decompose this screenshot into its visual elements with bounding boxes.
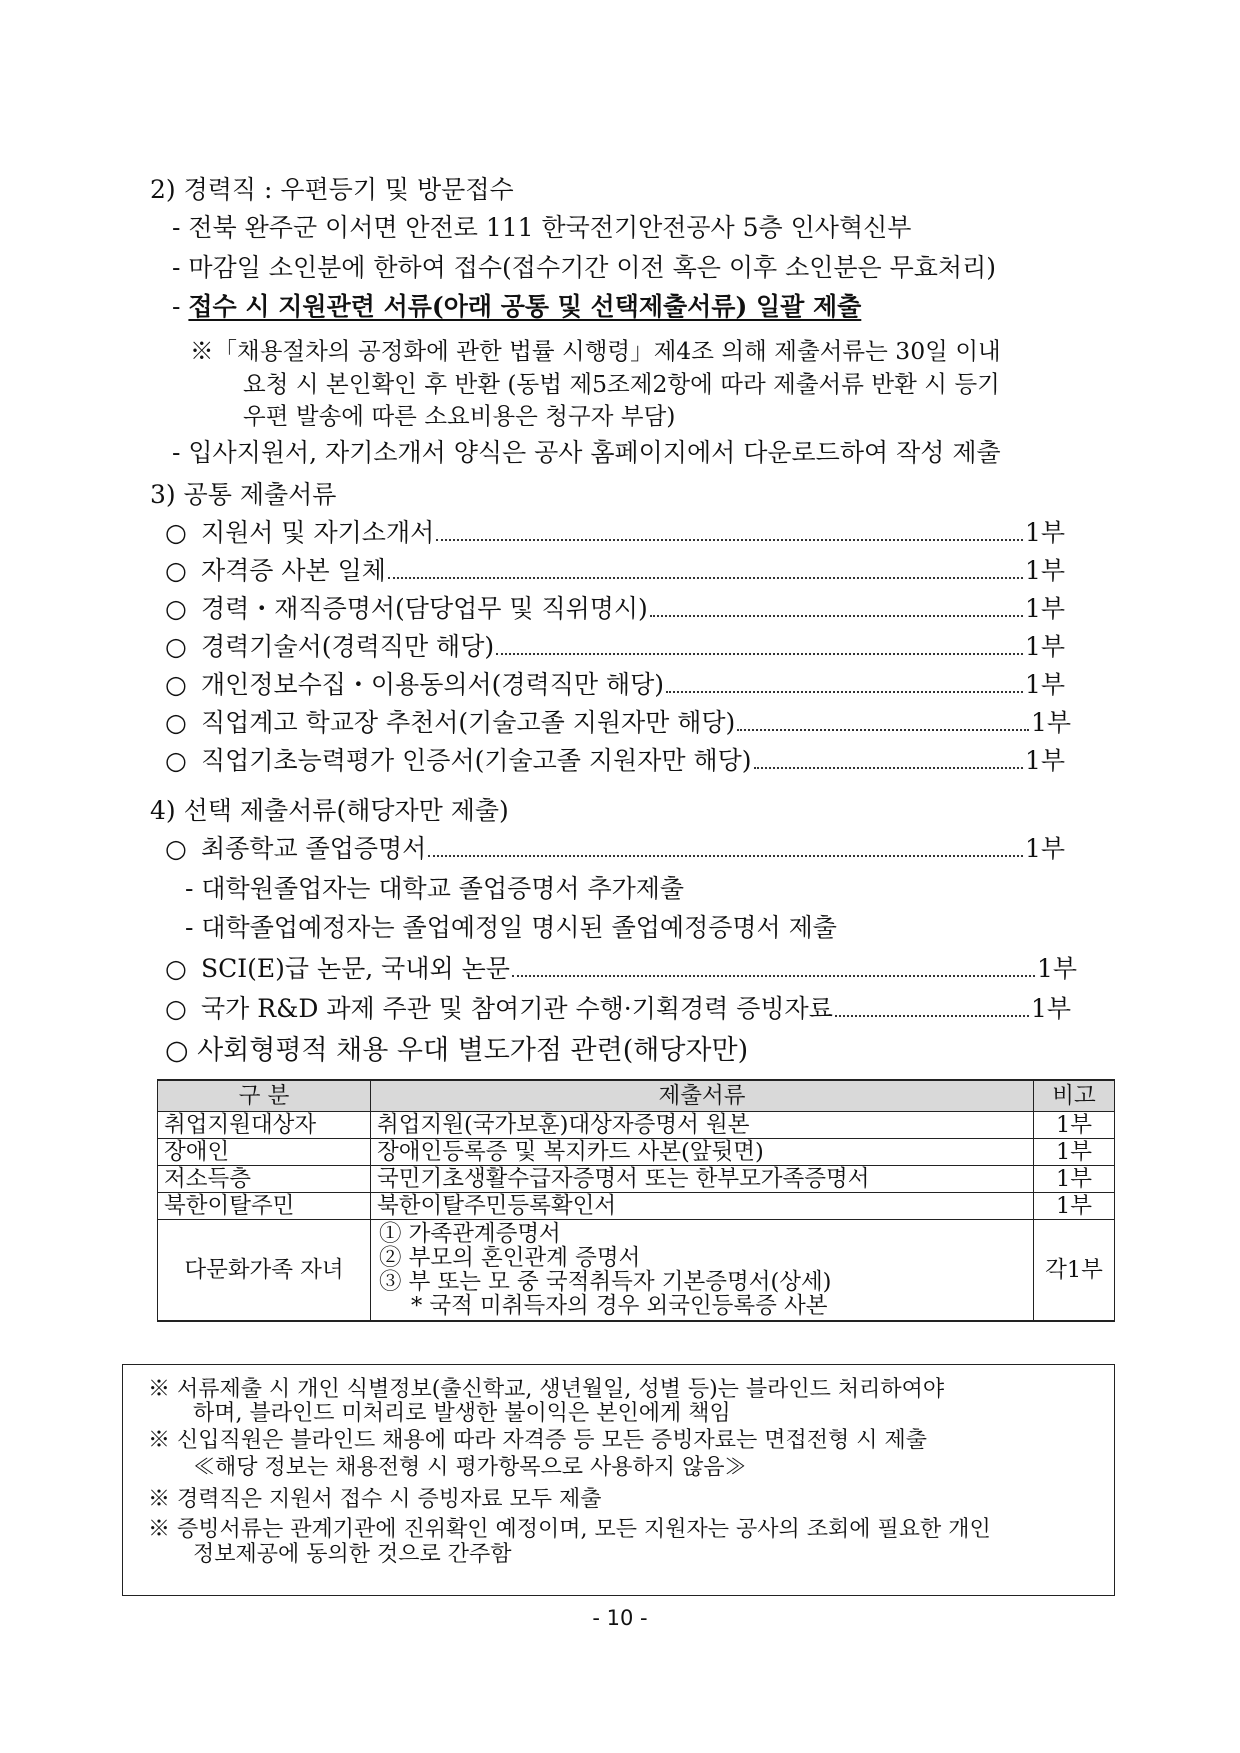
optional-doc-label: SCI(E)급 논문, 국내외 논문 bbox=[201, 954, 510, 983]
common-doc-item bbox=[165, 746, 1065, 776]
social-equity-heading: ○ 사회형평적 채용 우대 별도가점 관련(해당자만) bbox=[165, 1035, 749, 1066]
header-note: 비고 bbox=[1034, 1080, 1115, 1112]
common-doc-label: 자격증 사본 일체 bbox=[201, 556, 386, 585]
dotted-leader bbox=[835, 1015, 1029, 1017]
note-line-3: 우편 발송에 따른 소요비용은 청구자 부담) bbox=[243, 402, 676, 430]
optional-doc-item bbox=[165, 834, 1065, 864]
table-header-row bbox=[158, 1080, 1115, 1112]
optional-doc-item bbox=[165, 994, 1071, 1024]
row-note: 1부 bbox=[1034, 1139, 1115, 1166]
optional-doc-count: 1부 bbox=[1024, 834, 1065, 863]
section-2-heading: 2) 경력직 : 우편등기 및 방문접수 bbox=[150, 175, 514, 204]
bold-submission-line bbox=[172, 292, 861, 322]
row-category: 다문화가족 자녀 bbox=[158, 1220, 371, 1322]
circle-bullet-icon: ○ bbox=[165, 954, 187, 983]
bold-dash: - bbox=[172, 292, 181, 321]
notice-line: 하며, 블라인드 미처리로 발생한 불이익은 본인에게 책임 bbox=[193, 1401, 731, 1426]
page-number: - 10 - bbox=[592, 1606, 648, 1630]
notice-line: ※ 증빙서류는 관계기관에 진위확인 예정이며, 모든 지원자는 공사의 조회에 필요한 개인 bbox=[148, 1517, 991, 1542]
social-equity-table bbox=[157, 1079, 1115, 1322]
header-category: 구 분 bbox=[158, 1080, 371, 1112]
table-row bbox=[158, 1166, 1115, 1193]
notice-line: ≪해당 정보는 채용전형 시 평가항목으로 사용하지 않음≫ bbox=[193, 1455, 747, 1480]
doc-list-item: ② 부모의 혼인관계 증명서 bbox=[379, 1245, 641, 1271]
common-doc-label: 경력・재직증명서(담당업무 및 직위명시) bbox=[201, 594, 648, 623]
circle-bullet-icon: ○ bbox=[165, 746, 187, 775]
row-note: 1부 bbox=[1034, 1112, 1115, 1139]
row-category: 저소득층 bbox=[158, 1166, 371, 1193]
circle-bullet-icon: ○ bbox=[165, 708, 187, 737]
section-3-heading: 3) 공통 제출서류 bbox=[150, 480, 337, 509]
dotted-leader bbox=[428, 855, 1023, 857]
row-note: 각1부 bbox=[1034, 1220, 1115, 1322]
form-download-line: - 입사지원서, 자기소개서 양식은 공사 홈페이지에서 다운로드하여 작성 제출 bbox=[172, 438, 1001, 467]
optional-doc-label: 국가 R&D 과제 주관 및 참여기관 수행·기획경력 증빙자료 bbox=[201, 994, 833, 1023]
notice-line: ※ 경력직은 지원서 접수 시 증빙자료 모두 제출 bbox=[148, 1487, 602, 1512]
common-doc-label: 직업계고 학교장 추천서(기술고졸 지원자만 해당) bbox=[201, 708, 736, 737]
notice-line: ※ 서류제출 시 개인 식별정보(출신학교, 생년월일, 성별 등)는 블라인드 처리하여야 bbox=[148, 1377, 945, 1402]
section-4-heading: 4) 선택 제출서류(해당자만 제출) bbox=[150, 796, 509, 825]
common-doc-item bbox=[165, 556, 1065, 586]
dotted-leader bbox=[754, 767, 1023, 769]
circle-bullet-icon: ○ bbox=[165, 594, 187, 623]
optional-doc-item bbox=[165, 954, 1077, 984]
notice-line: ※ 신입직원은 블라인드 채용에 따라 자격증 등 모든 증빙자료는 면접전형 시 제출 bbox=[148, 1428, 927, 1453]
row-category: 장애인 bbox=[158, 1139, 371, 1166]
common-doc-item bbox=[165, 518, 1065, 548]
circle-bullet-icon: ○ bbox=[165, 632, 187, 661]
bold-submission-text: 접수 시 지원관련 서류(아래 공통 및 선택제출서류) 일괄 제출 bbox=[188, 292, 862, 321]
common-doc-label: 직업기초능력평가 인증서(기술고졸 지원자만 해당) bbox=[201, 746, 752, 775]
common-doc-count: 1부 bbox=[1024, 670, 1065, 699]
doc-list-footnote: * 국적 미취득자의 경우 외국인등록증 사본 bbox=[411, 1293, 828, 1319]
row-note: 1부 bbox=[1034, 1193, 1115, 1220]
doc-list-item: ① 가족관계증명서 bbox=[379, 1221, 561, 1247]
common-doc-label: 지원서 및 자기소개서 bbox=[201, 518, 435, 547]
dotted-leader bbox=[666, 691, 1023, 693]
dotted-leader bbox=[496, 653, 1023, 655]
common-doc-item bbox=[165, 708, 1071, 738]
note-line-2: 요청 시 본인확인 후 반환 (동법 제5조제2항에 따라 제출서류 반환 시 등기 bbox=[243, 370, 1000, 398]
dotted-leader bbox=[650, 615, 1023, 617]
dotted-leader bbox=[436, 539, 1023, 541]
row-category: 취업지원대상자 bbox=[158, 1112, 371, 1139]
deadline-line: - 마감일 소인분에 한하여 접수(접수기간 이전 혹은 이후 소인분은 무효처리) bbox=[172, 253, 996, 282]
optional-doc-count: 1부 bbox=[1036, 954, 1077, 983]
row-document-list bbox=[371, 1220, 1034, 1322]
header-document: 제출서류 bbox=[371, 1080, 1034, 1112]
common-doc-count: 1부 bbox=[1024, 556, 1065, 585]
optional-sub-line-2: - 대학졸업예정자는 졸업예정일 명시된 졸업예정증명서 제출 bbox=[185, 913, 837, 942]
row-document: 국민기초생활수급자증명서 또는 한부모가족증명서 bbox=[371, 1166, 1034, 1193]
row-note: 1부 bbox=[1034, 1166, 1115, 1193]
common-doc-count: 1부 bbox=[1024, 746, 1065, 775]
circle-bullet-icon: ○ bbox=[165, 518, 187, 547]
circle-bullet-icon: ○ bbox=[165, 994, 187, 1023]
circle-bullet-icon: ○ bbox=[165, 556, 187, 585]
row-category: 북한이탈주민 bbox=[158, 1193, 371, 1220]
note-line-1: ※「채용절차의 공정화에 관한 법률 시행령」제4조 의해 제출서류는 30일 이내 bbox=[190, 337, 1001, 365]
table-row bbox=[158, 1220, 1115, 1322]
row-document: 장애인등록증 및 복지카드 사본(앞뒷면) bbox=[371, 1139, 1034, 1166]
common-doc-item bbox=[165, 670, 1065, 700]
table-row bbox=[158, 1139, 1115, 1166]
optional-doc-label: 최종학교 졸업증명서 bbox=[201, 834, 427, 863]
address-line: - 전북 완주군 이서면 안전로 111 한국전기안전공사 5층 인사혁신부 bbox=[172, 213, 912, 242]
common-doc-item bbox=[165, 632, 1065, 662]
common-doc-count: 1부 bbox=[1024, 632, 1065, 661]
table-row bbox=[158, 1112, 1115, 1139]
circle-bullet-icon: ○ bbox=[165, 670, 187, 699]
common-doc-count: 1부 bbox=[1024, 518, 1065, 547]
row-document: 취업지원(국가보훈)대상자증명서 원본 bbox=[371, 1112, 1034, 1139]
common-doc-label: 경력기술서(경력직만 해당) bbox=[201, 632, 495, 661]
notice-line: 정보제공에 동의한 것으로 간주함 bbox=[193, 1542, 512, 1567]
dotted-leader bbox=[737, 729, 1029, 731]
doc-list-item: ③ 부 또는 모 중 국적취득자 기본증명서(상세) bbox=[379, 1269, 832, 1295]
optional-sub-line-1: - 대학원졸업자는 대학교 졸업증명서 추가제출 bbox=[185, 874, 685, 903]
optional-doc-count: 1부 bbox=[1030, 994, 1071, 1023]
dotted-leader bbox=[512, 975, 1035, 977]
common-doc-label: 개인정보수집・이용동의서(경력직만 해당) bbox=[201, 670, 665, 699]
circle-bullet-icon: ○ bbox=[165, 834, 187, 863]
common-doc-count: 1부 bbox=[1024, 594, 1065, 623]
table-row bbox=[158, 1193, 1115, 1220]
dotted-leader bbox=[388, 577, 1023, 579]
common-doc-item bbox=[165, 594, 1065, 624]
common-doc-count: 1부 bbox=[1030, 708, 1071, 737]
row-document: 북한이탈주민등록확인서 bbox=[371, 1193, 1034, 1220]
